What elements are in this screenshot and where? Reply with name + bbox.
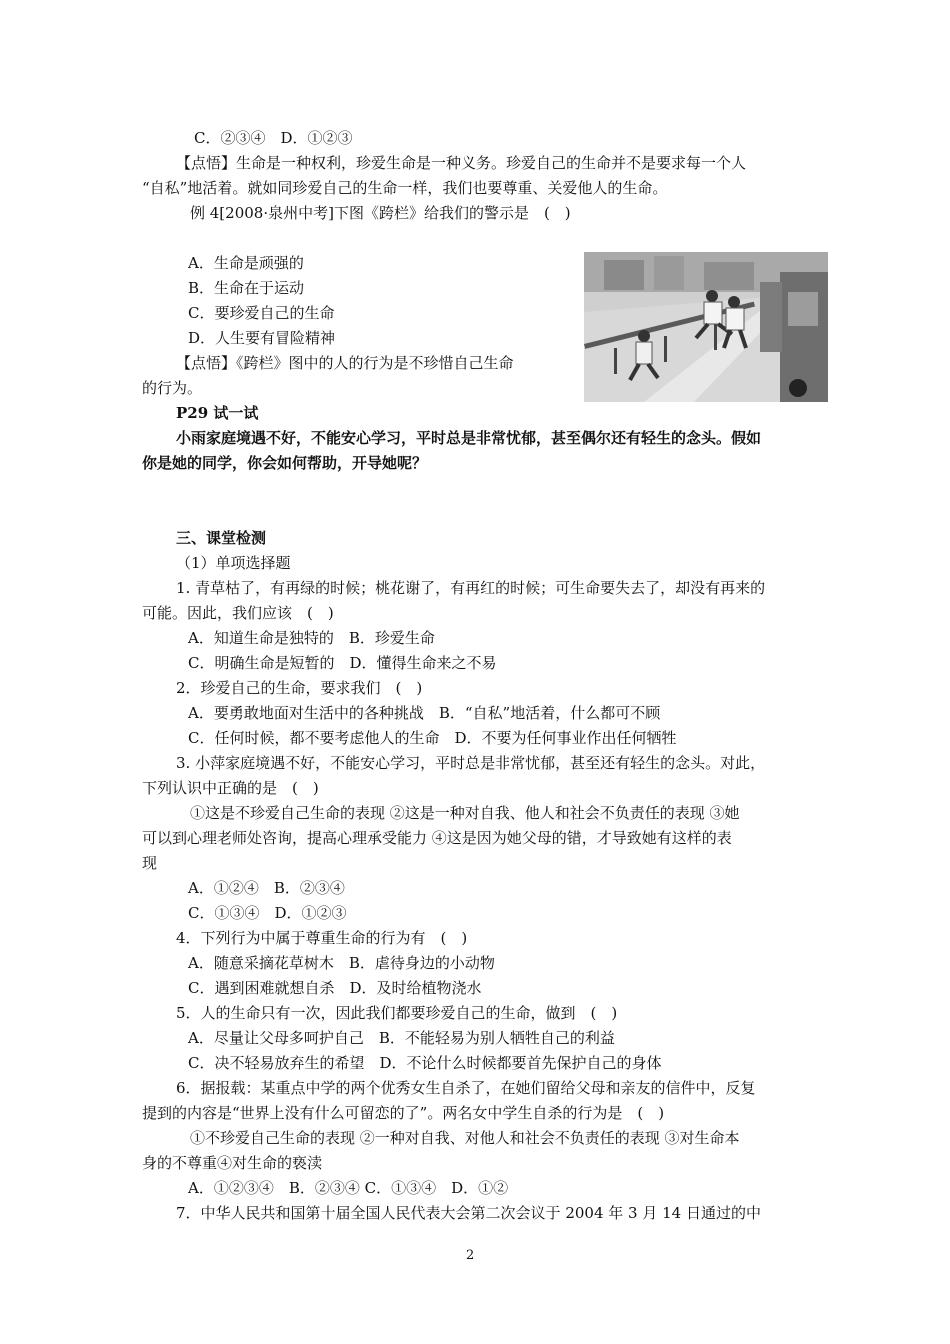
q1-line1: 1. 青草枯了，有再绿的时候；桃花谢了，有再红的时候；可生命要失去了，却没有再来的 bbox=[176, 579, 766, 597]
q3-line2: 下列认识中正确的是 ( ) bbox=[142, 779, 319, 797]
q2-options-cd: C．任何时候，都不要考虑他人的生命 D．不要为任何事业作出任何牺牲 bbox=[188, 729, 677, 747]
try-it-title: P29 试一试 bbox=[176, 404, 259, 422]
example4-option-b: B．生命在于运动 bbox=[188, 279, 305, 297]
q1-options-cd: C．明确生命是短暂的 D．懂得生命来之不易 bbox=[188, 654, 497, 672]
q3-options-ab: A．①②④ B．②③④ bbox=[188, 879, 345, 897]
example4-insight-line2: 的行为。 bbox=[142, 379, 203, 397]
q3-options-cd: C．①③④ D．①②③ bbox=[188, 904, 347, 922]
q7-line1: 7．中华人民共和国第十届全国人民代表大会第二次会议于 2004 年 3 月 14 日通过的中 bbox=[176, 1204, 761, 1222]
example4-option-a: A．生命是顽强的 bbox=[188, 254, 304, 272]
q3-statements-3: 现 bbox=[142, 854, 158, 872]
section3-heading: 三、课堂检测 bbox=[176, 529, 267, 547]
q6-options: A．①②③④ B．②③④ C．①③④ D．①② bbox=[188, 1179, 509, 1197]
q3-line1: 3. 小萍家庭境遇不好，不能安心学习，平时总是非常忧郁，甚至还有轻生的念头。对此， bbox=[176, 754, 766, 772]
q1-options-ab: A．知道生命是独特的 B．珍爱生命 bbox=[188, 629, 435, 647]
example3-insight-line2: “自私”地活着。就如同珍爱自己的生命一样，我们也要尊重、关爱他人的生命。 bbox=[142, 179, 668, 197]
q4-stem: 4．下列行为中属于尊重生命的行为有 ( ) bbox=[176, 929, 468, 947]
q3-statements-2: 可以到心理老师处咨询，提高心理承受能力 ④这是因为她父母的错，才导致她有这样的表 bbox=[142, 829, 732, 847]
q2-stem: 2．珍爱自己的生命，要求我们 ( ) bbox=[176, 679, 423, 697]
q2-options-ab: A．要勇敢地面对生活中的各种挑战 B．“自私”地活着，什么都可不顾 bbox=[188, 704, 661, 722]
try-it-line2: 你是她的同学，你会如何帮助，开导她呢？ bbox=[142, 454, 428, 472]
example4-option-d: D．人生要有冒险精神 bbox=[188, 329, 336, 347]
example4-option-c: C．要珍爱自己的生命 bbox=[188, 304, 335, 322]
q4-options-ab: A．随意采摘花草树木 B．虐待身边的小动物 bbox=[188, 954, 495, 972]
hurdle-photo bbox=[584, 252, 828, 402]
q6-statements-2: 身的不尊重④对生命的亵渎 bbox=[142, 1154, 323, 1172]
example4-question: 例 4[2008·泉州中考]下图《跨栏》给我们的警示是 ( ) bbox=[190, 204, 571, 222]
try-it-line1: 小雨家庭境遇不好，不能安心学习，平时总是非常忧郁，甚至偶尔还有轻生的念头。假如 bbox=[176, 429, 762, 447]
q5-stem: 5．人的生命只有一次，因此我们都要珍爱自己的生命，做到 ( ) bbox=[176, 1004, 618, 1022]
q3-statements-1: ①这是不珍爱自己生命的表现 ②这是一种对自我、他人和社会不负责任的表现 ③她 bbox=[190, 804, 740, 822]
q5-options-ab: A．尽量让父母多呵护自己 B．不能轻易为别人牺牲自己的利益 bbox=[188, 1029, 615, 1047]
q1-line2: 可能。因此，我们应该 ( ) bbox=[142, 604, 334, 622]
q6-line2: 提到的内容是“世界上没有什么可留恋的了”。两名女中学生自杀的行为是 ( ) bbox=[142, 1104, 665, 1122]
q6-statements-1: ①不珍爱自己生命的表现 ②一种对自我、对他人和社会不负责任的表现 ③对生命本 bbox=[190, 1129, 740, 1147]
example3-option-cd: C．②③④ D．①②③ bbox=[194, 129, 353, 147]
example4-insight-line1: 【点悟】《跨栏》图中的人的行为是不珍惜自己生命 bbox=[176, 354, 514, 372]
q5-options-cd: C．决不轻易放弃生的希望 D．不论什么时候都要首先保护自己的身体 bbox=[188, 1054, 662, 1072]
example3-insight-line1: 【点悟】生命是一种权利，珍爱生命是一种义务。珍爱自己的生命并不是要求每一个人 bbox=[176, 154, 747, 172]
q6-line1: 6．据报载：某重点中学的两个优秀女生自杀了，在她们留给父母和亲友的信件中，反复 bbox=[176, 1079, 756, 1097]
page-number: 2 bbox=[466, 1248, 475, 1263]
q4-options-cd: C．遇到困难就想自杀 D．及时给植物浇水 bbox=[188, 979, 482, 997]
section3-subheading: （1）单项选择题 bbox=[176, 554, 291, 572]
